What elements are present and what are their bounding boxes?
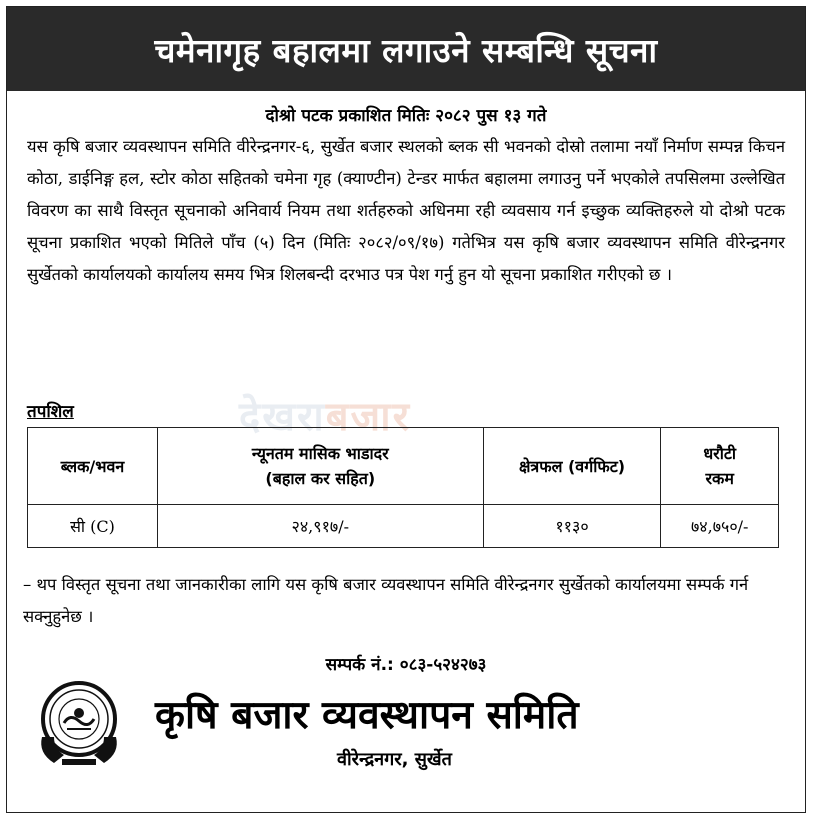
cell-block: सी (C) bbox=[28, 505, 158, 548]
organization-place: वीरेन्द्रनगर, सुर्खेत bbox=[337, 749, 452, 770]
header-area: क्षेत्रफल (वर्गफिट) bbox=[483, 428, 661, 505]
contact-number: सम्पर्क नं.: ०८३-५२४२७३ bbox=[325, 655, 487, 675]
header-deposit-line1: धरौटी bbox=[703, 444, 737, 463]
notice-frame bbox=[6, 6, 806, 813]
cell-deposit: ७४,७५०/- bbox=[661, 505, 779, 548]
organization-seal-icon bbox=[34, 677, 124, 769]
schedule-label: तपशिल bbox=[27, 402, 74, 422]
notice-title: चमेनागृह बहालमा लगाउने सम्बन्धि सूचना bbox=[7, 7, 805, 91]
publication-date: दोश्रो पटक प्रकाशित मितिः २०८२ पुस १३ गते bbox=[265, 106, 547, 126]
schedule-table bbox=[27, 427, 779, 548]
table-header-row bbox=[28, 428, 779, 505]
header-deposit bbox=[661, 428, 779, 505]
footnote: – थप विस्तृत सूचना तथा जानकारीका लागि यस कृषि बजार व्यवस्थापन समिति वीरेन्द्रनगर सुर्खेतको कार्यालयमा सम्पर्क गर्न सक्नुहुनेछ । bbox=[23, 575, 749, 626]
watermark-part2: बजार bbox=[325, 394, 411, 440]
header-deposit-line2: रकम bbox=[705, 469, 734, 488]
organization-name: कृषि बजार व्यवस्थापन समिति bbox=[155, 693, 579, 738]
header-rent bbox=[158, 428, 484, 505]
notice-body: यस कृषि बजार व्यवस्थापन समिति वीरेन्द्रनगर-६, सुर्खेत बजार स्थलको ब्लक सी भवनको दोस्रो तलामा नयाँ निर्माण सम्पन्न किचन कोठा, डाईनिङ्ग हल, स्टोर कोठा सहितको चमेना गृह (क्याण्टीन) टेन्डर मार्फत बहालमा लगाउनु पर्ने भएकोले तपसिलमा उल्लेखित विवरण का साथै विस्तृत सूचनाको अनिवार्य नियम तथा शर्तहरुको अधिनमा रही व्यवसाय गर्न इच्छुक व्यक्तिहरुले यो दोश्रो पटक सूचना प्रकाशित भएको मितिले पाँच (५) दिन (मितिः २०८२/०९/१७) गतेभित्र यस कृषि बजार व्यवस्थापन समिति वीरेन्द्रनगर सुर्खेतको कार्यालयको कार्यालय समय भित्र शिलबन्दी दरभाउ पत्र पेश गर्नु हुन यो सूचना प्रकाशित गरीएको छ । bbox=[27, 137, 785, 284]
header-rent-line2: (बहाल कर सहित) bbox=[265, 469, 376, 488]
cell-rent: २४,९१७/- bbox=[158, 505, 484, 548]
header-block: ब्लक/भवन bbox=[28, 428, 158, 505]
watermark-part1: देखरा bbox=[239, 394, 326, 440]
table-row bbox=[28, 505, 779, 548]
cell-area: ११३० bbox=[483, 505, 661, 548]
header-rent-line1: न्यूनतम मासिक भाडादर bbox=[251, 444, 389, 463]
